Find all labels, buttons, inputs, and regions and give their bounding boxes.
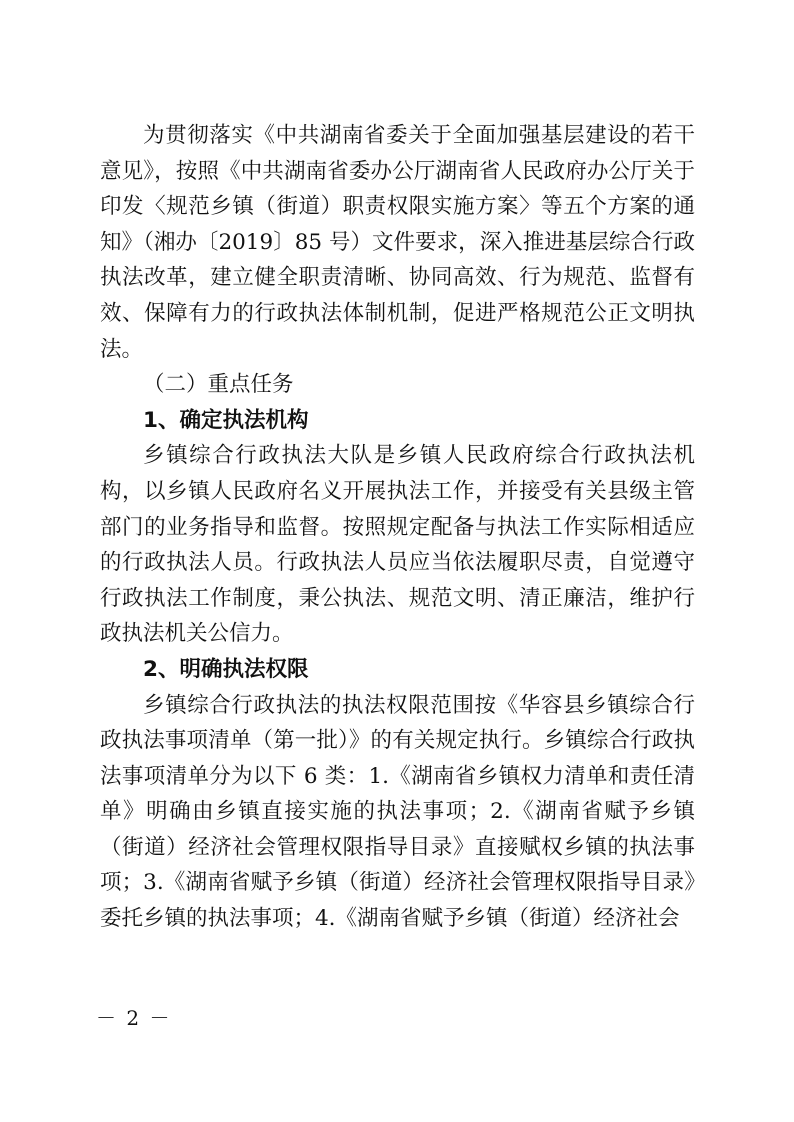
section-heading-key-tasks: （二）重点任务: [143, 372, 294, 398]
subheading-clarify-authority: 2、明确执法权限: [143, 656, 309, 682]
page-number: － 2 －: [96, 1006, 172, 1030]
subheading-determine-agency: 1、确定执法机构: [143, 407, 309, 433]
paragraph-authority: 乡镇综合行政执法的执法权限范围按《华容县乡镇综合行政执法事项清单（第一批）》的有关规定执行。乡镇综合行政执法事项清单分为以下 6 类：1.《湖南省乡镇权力清单和责任清单》明确由乡镇直接实施的执法事项；2.《湖南省赋予乡镇（街道）经济社会管理权限指导目录》直接赋权乡镇的执法事项；3.《湖南省赋予乡镇（街道）经济社会管理权限指导目录》委托乡镇的执法事项；4.《湖南省赋予乡镇（街道）经济社会: [100, 692, 695, 932]
paragraph-agency: 乡镇综合行政执法大队是乡镇人民政府综合行政执法机构，以乡镇人民政府名义开展执法工作，并接受有关县级主管部门的业务指导和监督。按照规定配备与执法工作实际相适应的行政执法人员。行政执法人员应当依法履职尽责，自觉遵守行政执法工作制度，秉公执法、规范文明、清正廉洁，维护行政执法机关公信力。: [100, 443, 695, 647]
document-body: [100, 118, 695, 937]
paragraph-intro: 为贯彻落实《中共湖南省委关于全面加强基层建设的若干意见》，按照《中共湖南省委办公厅湖南省人民政府办公厅关于印发〈规范乡镇（街道）职责权限实施方案〉等五个方案的通知》（湘办〔2019〕85 号）文件要求，深入推进基层综合行政执法改革，建立健全职责清晰、协同高效、行为规范、监督有效、保障有力的行政执法体制机制，促进严格规范公正文明执法。: [100, 123, 695, 362]
